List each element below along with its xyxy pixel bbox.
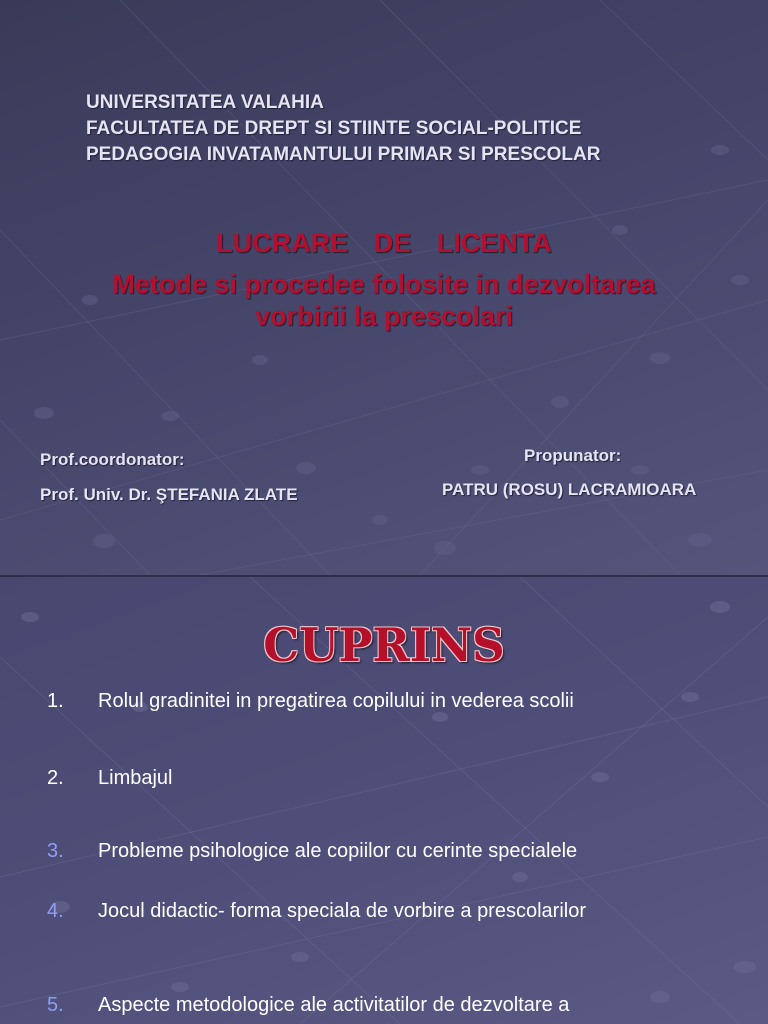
list-item-number: 5. bbox=[47, 994, 64, 1016]
list-item-number: 3. bbox=[47, 840, 64, 862]
thesis-subtitle-line-1: Metode si procedee folosite in dezvoltarea bbox=[112, 269, 656, 299]
thesis-subtitle-line-2: vorbirii la prescolari bbox=[254, 301, 514, 331]
proposer-label: Propunator: bbox=[524, 446, 622, 465]
institution-block bbox=[86, 90, 600, 168]
list-item-text: Limbajul bbox=[98, 767, 173, 789]
university-name: UNIVERSITATEA VALAHIA bbox=[86, 92, 324, 113]
contents-heading: CUPRINS bbox=[263, 618, 505, 672]
list-item-number: 4. bbox=[47, 900, 64, 922]
proposer-name: PATRU (ROSU) LACRAMIOARA bbox=[442, 480, 697, 499]
thesis-title: LUCRARE DE LICENTA bbox=[216, 228, 552, 258]
thesis-subtitle bbox=[40, 268, 728, 332]
coordinator-label: Prof.coordonator: bbox=[40, 450, 185, 469]
list-item-number: 1. bbox=[47, 690, 64, 712]
coordinator-name: Prof. Univ. Dr. ŞTEFANIA ZLATE bbox=[40, 485, 298, 504]
list-item-number: 2. bbox=[47, 767, 64, 789]
list-item-text: Probleme psihologice ale copiilor cu cerinte specialele bbox=[98, 840, 578, 862]
faculty-name: FACULTATEA DE DREPT SI STIINTE SOCIAL-POLITICE bbox=[86, 118, 582, 139]
list-item-text: Jocul didactic- forma speciala de vorbire a prescolarilor bbox=[98, 900, 586, 922]
list-item-text: Rolul gradinitei in pregatirea copilului in vederea scolii bbox=[98, 690, 574, 712]
list-item-text: Aspecte metodologice ale activitatilor de dezvoltare a bbox=[98, 994, 570, 1016]
program-name: PEDAGOGIA INVATAMANTULUI PRIMAR SI PRESCOLAR bbox=[86, 144, 601, 165]
